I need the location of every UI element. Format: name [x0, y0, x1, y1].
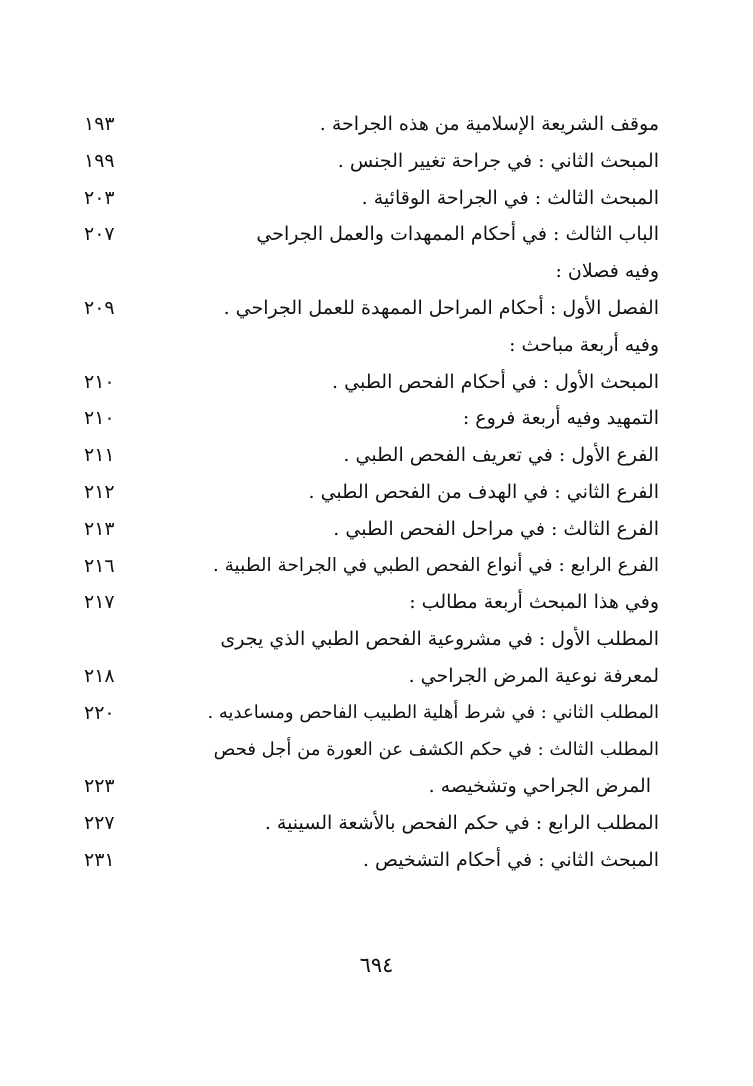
toc-title: المطلب الثاني : في شرط أهلية الطبيب الفاحص ومساعديه .: [207, 701, 659, 723]
toc-row: [84, 806, 659, 843]
toc-page-number: ٢٠٧: [84, 223, 115, 246]
toc-row: [84, 843, 659, 880]
toc-row: [84, 696, 659, 733]
toc-row: [84, 659, 659, 696]
toc-row: [84, 254, 659, 291]
toc-page-number: ٢٢٠: [84, 701, 115, 724]
table-of-contents: [84, 107, 659, 880]
toc-page-number: ٢١٦: [84, 554, 115, 577]
toc-page-number: ٢١٧: [84, 591, 115, 614]
toc-row: [84, 769, 659, 806]
toc-page-number: ٢١٣: [84, 517, 115, 540]
page-number-footer: ٦٩٤: [359, 953, 394, 977]
toc-row: [84, 622, 659, 659]
toc-title: الفرع الثاني : في الهدف من الفحص الطبي .: [308, 480, 659, 503]
toc-title: الفصل الأول : أحكام المراحل الممهدة للعمل الجراحي .: [223, 296, 659, 319]
toc-title: المبحث الثاني : في أحكام التشخيص .: [362, 848, 659, 871]
toc-page-number: ٢٠٩: [84, 296, 115, 319]
toc-row: [84, 328, 659, 365]
toc-title: وفيه أربعة مباحث :: [509, 333, 659, 356]
toc-page-number: ٢٠٣: [84, 186, 115, 209]
toc-title: المبحث الثالث : في الجراحة الوقائية .: [361, 186, 659, 209]
toc-title: المبحث الأول : في أحكام الفحص الطبي .: [332, 370, 659, 393]
toc-row: [84, 585, 659, 622]
toc-page-number: ١٩٩: [84, 149, 115, 172]
toc-title: الباب الثالث : في أحكام الممهدات والعمل الجراحي: [256, 223, 659, 246]
toc-title: لمعرفة نوعية المرض الجراحي .: [408, 664, 659, 687]
toc-row: [84, 401, 659, 438]
toc-title: وفي هذا المبحث أربعة مطالب :: [409, 591, 659, 614]
toc-row: [84, 733, 659, 770]
toc-title: الفرع الأول : في تعريف الفحص الطبي .: [343, 444, 659, 467]
toc-page-number: ٢٢٧: [84, 812, 115, 835]
toc-row: [84, 512, 659, 549]
toc-title: وفيه فصلان :: [555, 260, 659, 283]
toc-title: المبحث الثاني : في جراحة تغيير الجنس .: [337, 149, 659, 172]
toc-title: المطلب الثالث : في حكم الكشف عن العورة من أجل فحص: [213, 738, 659, 760]
toc-row: [84, 144, 659, 181]
toc-row: [84, 291, 659, 328]
toc-row: [84, 475, 659, 512]
toc-title: المطلب الرابع : في حكم الفحص بالأشعة السينية .: [264, 812, 659, 835]
toc-row: [84, 365, 659, 402]
toc-page-number: ١٩٣: [84, 113, 115, 135]
toc-page-number: ٢٣١: [84, 848, 115, 871]
toc-title: موقف الشريعة الإسلامية من هذه الجراحة .: [319, 113, 659, 135]
toc-page-number: ٢١١: [84, 444, 115, 467]
toc-row: [84, 438, 659, 475]
toc-title: الفرع الرابع : في أنواع الفحص الطبي في الجراحة الطبية .: [212, 554, 659, 576]
toc-row: [84, 107, 659, 144]
toc-row: [84, 181, 659, 218]
toc-page-number: ٢١٢: [84, 480, 115, 503]
toc-title: المرض الجراحي وتشخيصه .: [428, 775, 651, 798]
toc-row: [84, 217, 659, 254]
toc-page-number: ٢٢٣: [84, 775, 115, 798]
toc-title: المطلب الأول : في مشروعية الفحص الطبي الذي يجرى: [220, 628, 659, 651]
toc-title: التمهيد وفيه أربعة فروع :: [462, 407, 659, 430]
toc-page-number: ٢١٠: [84, 407, 115, 430]
toc-page-number: ٢١٠: [84, 370, 115, 393]
toc-title: الفرع الثالث : في مراحل الفحص الطبي .: [333, 517, 659, 540]
toc-page-number: ٢١٨: [84, 664, 115, 687]
toc-row: [84, 549, 659, 586]
